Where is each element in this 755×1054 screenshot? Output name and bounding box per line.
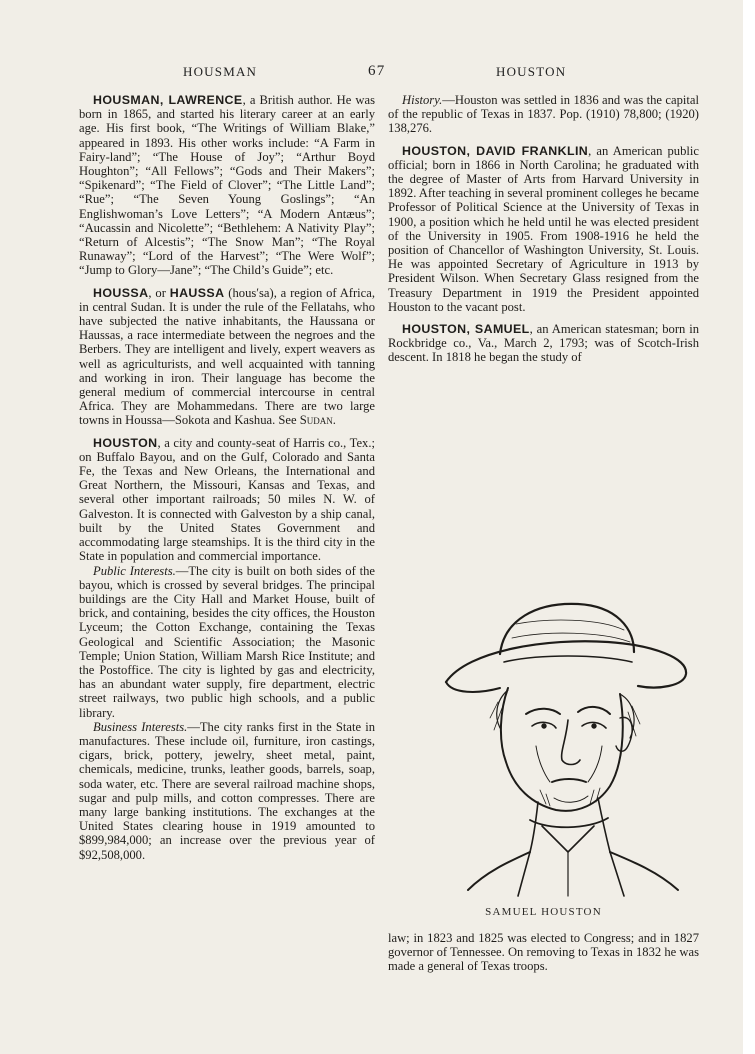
entry-houssa-end: .: [332, 413, 336, 428]
entry-houston-samuel-continuation: law; in 1823 and 1825 was elected to Congress; and in 1827 governor of Tennessee. On removing to Texas in 1832 he was made a general of Texas troops.: [388, 931, 699, 974]
text-business-interests: —The city ranks first in the State in manufactures. These include oil, furniture, iron castings, cigars, brick, pottery, jewelry, sheet metal, paint, chemicals, medicine, trunks, leather goods, barrels, soap, soda water, etc. There are several railroad machine shops, sugar and pulp mills, and cotton compresses. There are many large banking institutions. The exchanges at the United States clearing house in 1919 amounted to $899,984,000; an increase over the previous year of $92,508,000.: [79, 719, 375, 862]
running-head-right: HOUSTON: [496, 64, 567, 79]
left-column: [79, 93, 375, 862]
section-public-interests: [79, 564, 375, 720]
text-history: —Houston was settled in 1836 and was the capital of the republic of Texas in 1837. Pop. (1910) 78,800; (1920) 138,276.: [388, 93, 699, 136]
right-column: [388, 93, 699, 373]
entry-houston-david-text: , an American public official; born in 1866 in North Carolina; he graduated with the degree of Master of Arts from Harvard University in 1892. After teaching in several prominent colleges he became Professor of Political Science at the University of Texas in 1900, a position which he held until he was elected president of the University in 1905. From 1908-1916 he held the position of Chancellor of Washington University, St. Louis. He was appointed Secretary of Agriculture in 1913 by President Wilson. When Secretary Glass resigned from the Treasury Department in 1919 the President appointed Houston to the vacant post.: [388, 143, 699, 314]
section-business-interests: [79, 720, 375, 862]
entry-houston-city: [79, 436, 375, 564]
headword-houston-david: HOUSTON, DAVID FRANKLIN: [402, 143, 589, 158]
entry-houston-samuel-text: , an American statesman; born in Rockbridge co., Va., March 2, 1793; was of Scotch-Irish descent. In 1818 he began the study of: [388, 322, 699, 365]
text-public-interests: —The city is built on both sides of the bayou, which is crossed by several bridges. The principal buildings are the City Hall and Market House, built of brick, and containing, besides the city offices, the Houston Lyceum; the Cotton Exchange, containing the Texas Geological and Scientific Association; the Masonic Temple; Union Station, William Marsh Rice Institute; and the Postoffice. The city is lighted by gas and electricity, has an abundant water supply, fire department, electric street railways, two public high schools, and a public library.: [79, 563, 375, 720]
headword-haussa: HAUSSA: [169, 285, 225, 300]
label-public-interests: Public Interests.: [93, 563, 176, 578]
entry-houston-samuel: [388, 322, 699, 365]
entry-housman-text: , a British author. He was born in 1865, and started his literary career at an early age. His first book, “The Writings of William Blake,” appeared in 1893. His other works include: “A Farm in Fairy-land”; “The House of Joy”; “Arthur Boyd Houghton”; “All Fellows”; “Gods and Their Makers”; “Spikenard”; “The Field of Clover”; “The Little Land”; “Rue”; “The Seven Young Goslings”; “An Englishwoman’s Love Letters”; “A Modern Antæus”; “Aucassin and Nicolette”; “Bethlehem: A Nativity Play”; “Return of Alcestis”; “The Snow Man”; “The Royal Runaway”; “Lord of the Harvest”; “The Were Wolf”; “Jump to Glory—Jane”; “The Child’s Guide”; etc.: [79, 93, 375, 278]
page-edge: [743, 0, 755, 1054]
entry-houssa-or: , or: [148, 285, 170, 300]
entry-housman: [79, 93, 375, 278]
entry-houston-city-text: , a city and county-seat of Harris co., Tex.; on Buffalo Bayou, and on the Gulf, Colorado and Santa Fe, the Texas and New Orleans, the International and Great Northern, the Missouri, Kansas and Texas, and several other important railroads; 50 miles N. W. of Galveston. It is connected with Galveston by a ship canal, built by the United States Government and accommodating large steamships. It is the third city in the State in population and commercial importance.: [79, 435, 375, 564]
label-business-interests: Business Interests.: [93, 719, 188, 734]
portrait-samuel-houston: [438, 590, 696, 900]
right-column-continuation: [388, 931, 699, 982]
cross-reference-sudan[interactable]: Sudan: [299, 413, 333, 428]
entry-houssa-text: (hous′sa), a region of Africa, in central Sudan. It is under the rule of the Fellatahs, who have subjected the native inhabitants, the Haussana or Haussas, a race intermediate between the negroes and the Berbers. They are intelligent and lively, expert weavers as well as agriculturists, and well acquainted with tanning and working in iron. Their language has become the general medium of commercial intercourse in central Africa. They are Mohammedans. There are two large towns in Houssa—Sokota and Kashua. See: [79, 285, 376, 428]
portrait-caption: SAMUEL HOUSTON: [485, 906, 602, 918]
label-history: History.: [402, 93, 443, 107]
entry-houston-david: [388, 144, 699, 314]
entry-houssa: [79, 286, 375, 428]
headword-houston-samuel: HOUSTON, SAMUEL: [402, 322, 530, 337]
page-number: 67: [368, 63, 386, 79]
headword-housman: HOUSMAN, LAWRENCE: [93, 93, 243, 107]
portrait-drawing: [438, 590, 696, 900]
running-head: [0, 64, 743, 84]
headword-houston-city: HOUSTON: [93, 435, 158, 450]
section-history: [388, 93, 699, 136]
headword-houssa: HOUSSA: [93, 285, 149, 300]
running-head-left: HOUSMAN: [183, 64, 258, 79]
